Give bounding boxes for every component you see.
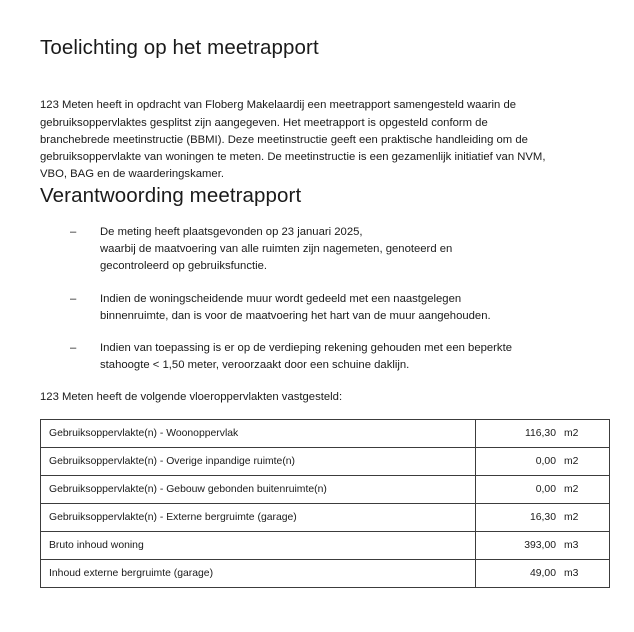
row-unit: m2 [556,476,610,504]
section-heading-toelichting-wrap [40,36,319,60]
list-item-line: stahoogte < 1,50 meter, veroorzaakt door een schuine daklijn. [100,359,410,372]
row-label: Gebruiksoppervlakte(n) - Woonoppervlak [41,420,476,448]
row-value: 0,00 [476,448,557,476]
intro-paragraph: 123 Meten heeft in opdracht van Floberg Makelaardij een meetrapport samengesteld waarin de gebruiksoppervlaktes gesplitst zijn aangegeven. Het meetrapport is opgesteld conform de branchebrede meetinstructie (BBMI). Deze meetinstructie geeft een praktische handleiding om de gebruiksoppervlakte van woningen te meten. De meetinstructie is een gezamenlijk initiatief van NVM, VBO, BAG en de waarderingskamer. [40,99,546,181]
dash-bullet-icon: – [70,342,77,355]
row-value: 16,30 [476,504,557,532]
row-unit: m2 [556,420,610,448]
row-value: 393,00 [476,532,557,560]
dash-bullet-icon: – [70,292,77,305]
row-label: Gebruiksoppervlakte(n) - Externe bergruimte (garage) [41,504,476,532]
row-value: 116,30 [476,420,557,448]
row-value: 49,00 [476,560,557,588]
list-item [40,340,580,374]
table-row [41,532,610,560]
row-label: Gebruiksoppervlakte(n) - Gebouw gebonden buitenruimte(n) [41,476,476,504]
row-unit: m2 [556,448,610,476]
row-label: Bruto inhoud woning [41,532,476,560]
table-row [41,504,610,532]
section-heading-toelichting: Toelichting op het meetrapport [40,36,319,59]
list-item-line: gecontroleerd op gebruiksfunctie. [100,260,268,273]
list-item-line: Indien de woningscheidende muur wordt gedeeld met een naastgelegen [100,292,462,305]
verantwoording-bullet-list [40,224,580,389]
list-item-line: Indien van toepassing is er op de verdieping rekening gehouden met een beperkte [100,342,512,355]
table-row [41,560,610,588]
row-label: Gebruiksoppervlakte(n) - Overige inpandige ruimte(n) [41,448,476,476]
list-item-line: waarbij de maatvoering van alle ruimten zijn nagemeten, genoteerd en [100,243,453,256]
list-item [40,224,580,276]
dash-bullet-icon: – [70,226,77,238]
table-body [41,420,610,588]
vloeroppervlakten-table [40,419,610,588]
row-unit: m3 [556,560,610,588]
row-label: Inhoud externe bergruimte (garage) [41,560,476,588]
row-unit: m3 [556,532,610,560]
row-value: 0,00 [476,476,557,504]
list-item-line: De meting heeft plaatsgevonden op 23 januari 2025, [100,226,363,238]
table-intro-text: 123 Meten heeft de volgende vloeroppervlakten vastgesteld: [40,391,343,404]
row-unit: m2 [556,504,610,532]
section-heading-verantwoording: Verantwoording meetrapport [40,184,302,207]
section-heading-verantwoording-wrap [40,184,301,208]
list-item [40,291,580,325]
list-item-line: binnenruimte, dan is voor de maatvoering het hart van de muur aangehouden. [100,309,491,322]
table-row [41,420,610,448]
table-row [41,476,610,504]
table-row [41,448,610,476]
